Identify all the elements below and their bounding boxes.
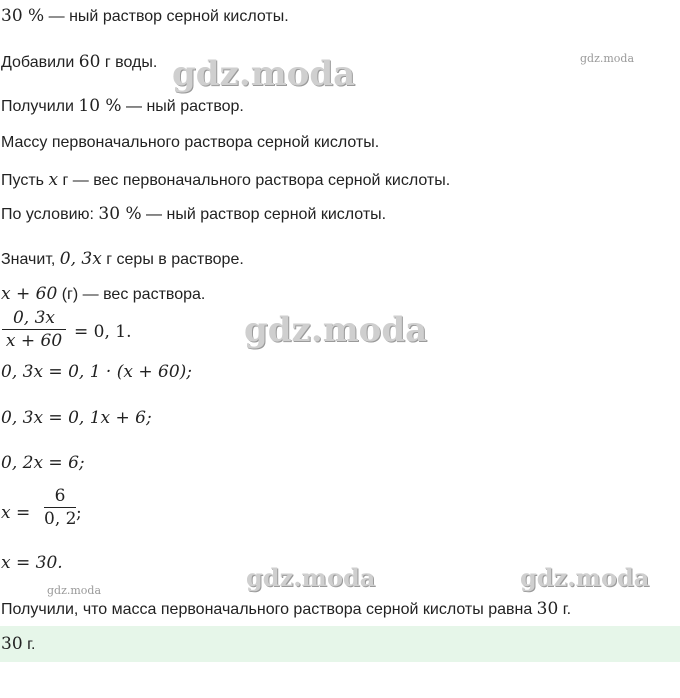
solution-line-1 <box>1 170 450 191</box>
line-text-tail: г. <box>558 601 572 618</box>
fraction-numerator: 6 <box>54 486 66 506</box>
watermark-logo: gdz.moda <box>246 563 376 592</box>
question-line <box>1 133 379 153</box>
line-text: Добавили <box>1 54 79 71</box>
line-text-tail: г — вес первоначального раствора серной кислоты. <box>58 172 451 189</box>
equation-5-fraction <box>44 486 76 529</box>
equation-3: 0, 3x = 0, 1x + 6; <box>1 408 152 428</box>
line-text-tail: — ный раствор. <box>121 98 244 115</box>
math-expression: 0, 3x <box>59 249 102 269</box>
fraction-bar <box>44 507 76 508</box>
watermark-logo: gdz.moda <box>244 310 428 350</box>
answer-unit: г. <box>22 636 36 653</box>
result-value: 30 <box>536 599 559 619</box>
fraction-denominator: 0, 2 <box>44 509 77 529</box>
equation-1-fraction <box>2 308 66 351</box>
equation-5-lhs: x = <box>1 503 31 523</box>
problem-line-2 <box>1 52 157 73</box>
watermark-logo: gdz.moda <box>520 563 650 592</box>
problem-line-1 <box>1 6 289 27</box>
line-text: Массу первоначального раствора серной кислоты. <box>1 134 380 151</box>
solution-line-4 <box>1 284 205 305</box>
number-value: 60 <box>78 52 101 72</box>
line-text: По условию: <box>1 206 99 223</box>
equation-6: x = 30. <box>1 553 63 573</box>
line-text-tail: г серы в растворе. <box>101 251 244 268</box>
fraction-numerator: 0, 3x <box>12 308 56 328</box>
percent-value: 30 % <box>1 6 45 26</box>
equation-2: 0, 3x = 0, 1 · (x + 60); <box>1 362 192 382</box>
watermark-logo-small: gdz.moda <box>580 52 635 65</box>
variable-x: x <box>48 170 59 190</box>
equation-5-tail: ; <box>76 503 82 523</box>
watermark-logo-small: gdz.moda <box>47 584 102 597</box>
line-text: Значит, <box>1 251 60 268</box>
watermark-logo: gdz.moda <box>172 54 356 94</box>
fraction-denominator: x + 60 <box>5 331 63 351</box>
line-text: Получили <box>1 98 79 115</box>
percent-value: 30 % <box>98 204 142 224</box>
equation-4: 0, 2x = 6; <box>1 453 85 473</box>
line-text: — ный раствор серной кислоты. <box>44 8 289 25</box>
percent-value: 10 % <box>78 96 122 116</box>
line-text: Получили, что масса первоначального раствора серной кислоты равна <box>1 601 537 618</box>
line-text-tail: (г) — вес раствора. <box>57 286 206 303</box>
problem-line-3 <box>1 96 244 117</box>
answer-line <box>1 634 35 655</box>
solution-line-3 <box>1 249 244 270</box>
answer-box <box>0 626 680 662</box>
line-text-tail: — ный раствор серной кислоты. <box>141 206 387 223</box>
equation-1-rhs: = 0, 1. <box>74 322 132 342</box>
math-expression: x + 60 <box>1 284 58 304</box>
fraction-bar <box>2 329 66 330</box>
line-text-tail: г воды. <box>100 54 158 71</box>
line-text: Пусть <box>1 172 49 189</box>
answer-value: 30 <box>1 634 23 654</box>
conclusion-line <box>1 599 571 620</box>
solution-line-2 <box>1 204 386 225</box>
